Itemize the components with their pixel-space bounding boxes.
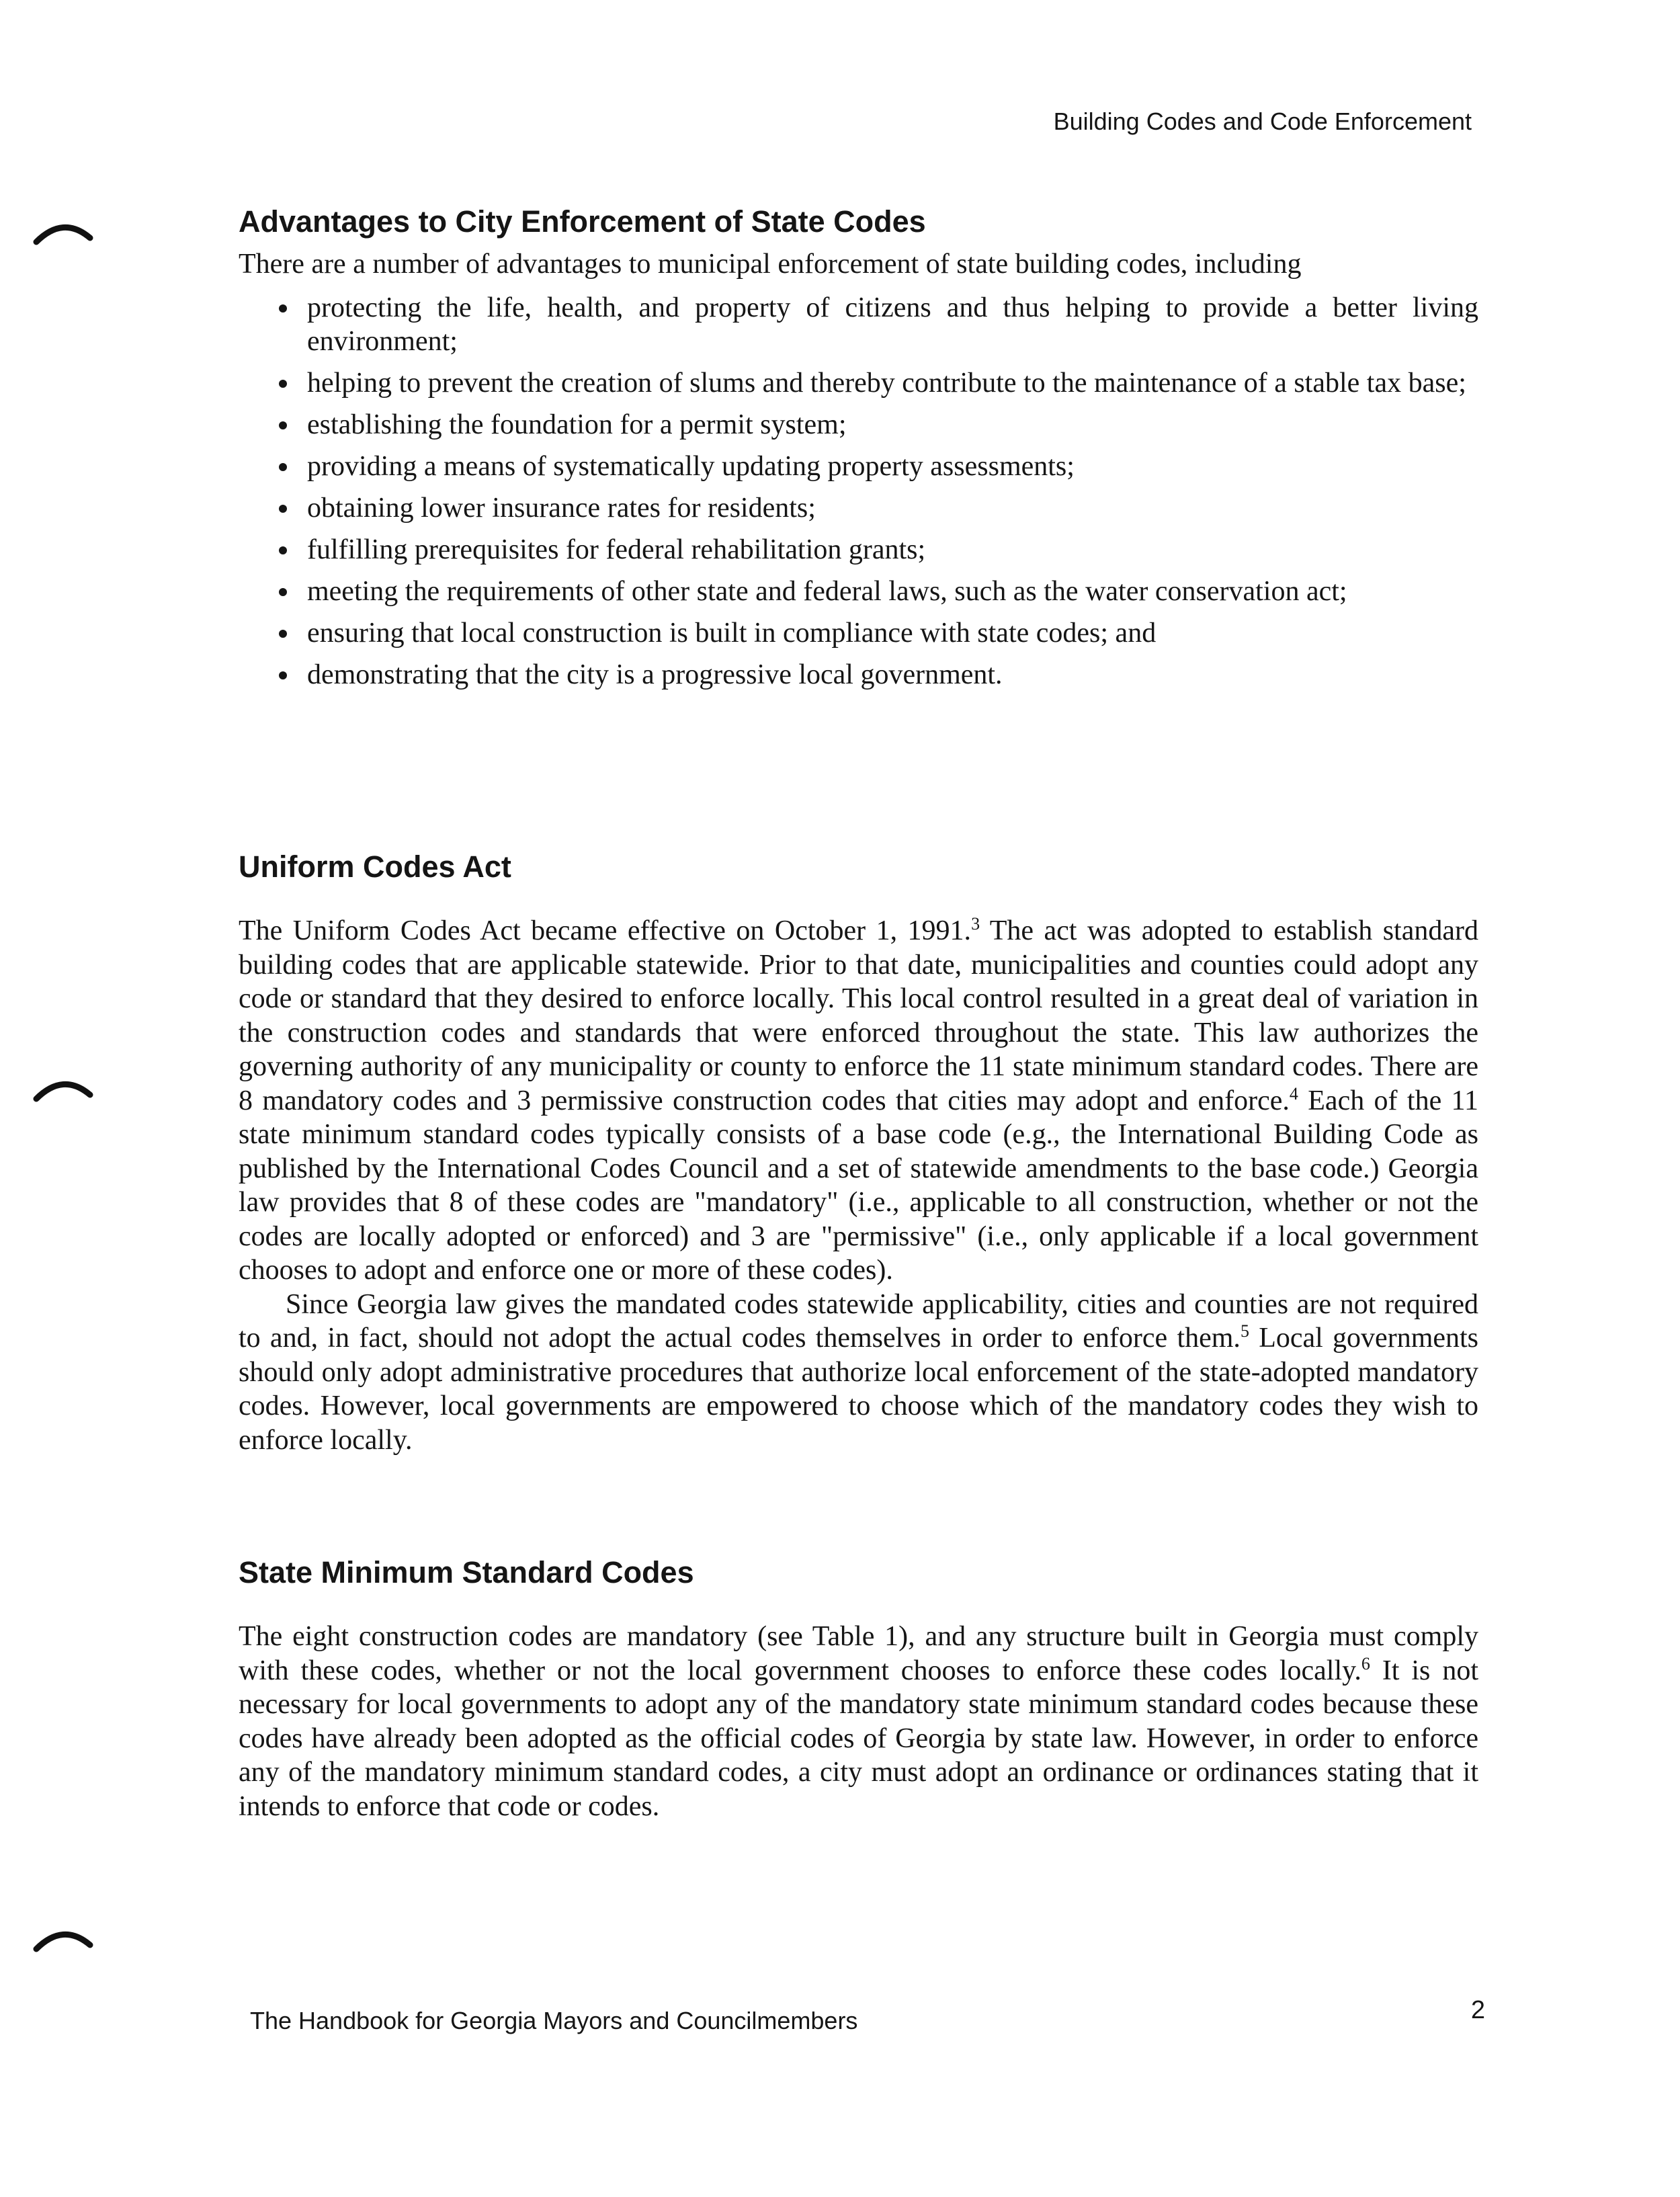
bullet-icon [279,380,287,388]
list-item: fulfilling prerequisites for federal rehabilitation grants; [279,533,1478,567]
uniform-codes-paragraph-1: The Uniform Codes Act became effective on October 1, 1991.$^3$ The act was adopted to establish standard building codes that are applicable statewide. Prior to that date, municipalities and counties could adopt any code or standard that they desired to enforce locally. This local control resulted in a great deal of variation in the construction codes and standards that were enforced throughout the state. This law authorizes the governing authority of any municipality or county to enforce the 11 state minimum standard codes. There are 8 mandatory codes and 3 permissive construction codes that cities may adopt and enforce.$^4$ Each of the 11 state minimum standard codes typically consists of a base code (e.g., the International Building Code as published by the International Codes Council and a set of statewide amendments to the base code.) Georgia law provides that 8 of these codes are "mandatory" (i.e., applicable to all construction, whether or not the codes are locally adopted or enforced) and 3 are "permissive" (i.e., only applicable if a local government chooses to adopt and enforce one or more of these codes). [239,914,1478,1286]
list-item: providing a means of systematically updating property assessments; [279,450,1478,483]
punch-hole-mark [32,1922,94,1954]
footnote-ref: 6 [1361,1653,1370,1673]
section-heading-uniform-codes: Uniform Codes Act [239,849,511,884]
advantages-list [239,291,1478,692]
list-item: ensuring that local construction is built in compliance with state codes; and [279,616,1478,650]
list-item: establishing the foundation for a permit system; [279,408,1478,442]
bullet-icon [279,588,287,596]
list-item: demonstrating that the city is a progressive local government. [279,658,1478,692]
punch-hole-mark [32,215,94,247]
footnote-ref: 3 [971,914,980,934]
page-number: 2 [1470,1996,1485,2024]
footer-title: The Handbook for Georgia Mayors and Councilmembers [250,2007,858,2034]
bullet-icon [279,421,287,429]
running-header: Building Codes and Code Enforcement [1053,108,1472,135]
list-item: protecting the life, health, and property of citizens and thus helping to provide a better living environment; [279,291,1478,358]
uniform-codes-paragraph-2: Since Georgia law gives the mandated codes statewide applicability, cities and counties are not required to and, in fact, should not adopt the actual codes themselves in order to enforce them.$^5$ Local governments should only adopt administrative procedures that authorize local enforcement of the state-adopted mandatory codes. However, local governments are empowered to choose which of the mandatory codes they wish to enforce locally. [239,1288,1479,1456]
list-item: meeting the requirements of other state and federal laws, such as the water conservation act; [279,575,1478,608]
list-item: helping to prevent the creation of slums and thereby contribute to the maintenance of a stable tax base; [279,366,1478,400]
bullet-icon [279,546,287,554]
footnote-ref: 4 [1289,1083,1298,1104]
advantages-intro: There are a number of advantages to municipal enforcement of state building codes, including [239,249,1302,280]
bullet-icon [279,304,287,313]
footnote-ref: 5 [1240,1321,1249,1341]
list-item: obtaining lower insurance rates for residents; [279,491,1478,525]
advantages-section [239,202,1478,700]
punch-hole-mark [32,1072,94,1104]
bullet-icon [279,671,287,679]
state-minimum-paragraph: The eight construction codes are mandatory (see Table 1), and any structure built in Georgia must comply with these codes, whether or not the local government chooses to enforce these codes locally.$^6$ It is not necessary for local governments to adopt any of the mandatory state minimum standard codes because these codes have already been adopted as the official codes of Georgia by state law. However, in order to enforce any of the mandatory minimum standard codes, a city must adopt an ordinance or ordinances stating that it intends to enforce that code or codes. [239,1621,1478,1822]
bullet-icon [279,630,287,638]
bullet-icon [279,463,287,471]
bullet-icon [279,505,287,513]
state-minimum-section [239,1552,1478,1823]
section-heading-state-minimum: State Minimum Standard Codes [239,1555,694,1589]
section-heading-advantages: Advantages to City Enforcement of State Codes [239,204,926,239]
uniform-codes-section [239,847,1478,1457]
